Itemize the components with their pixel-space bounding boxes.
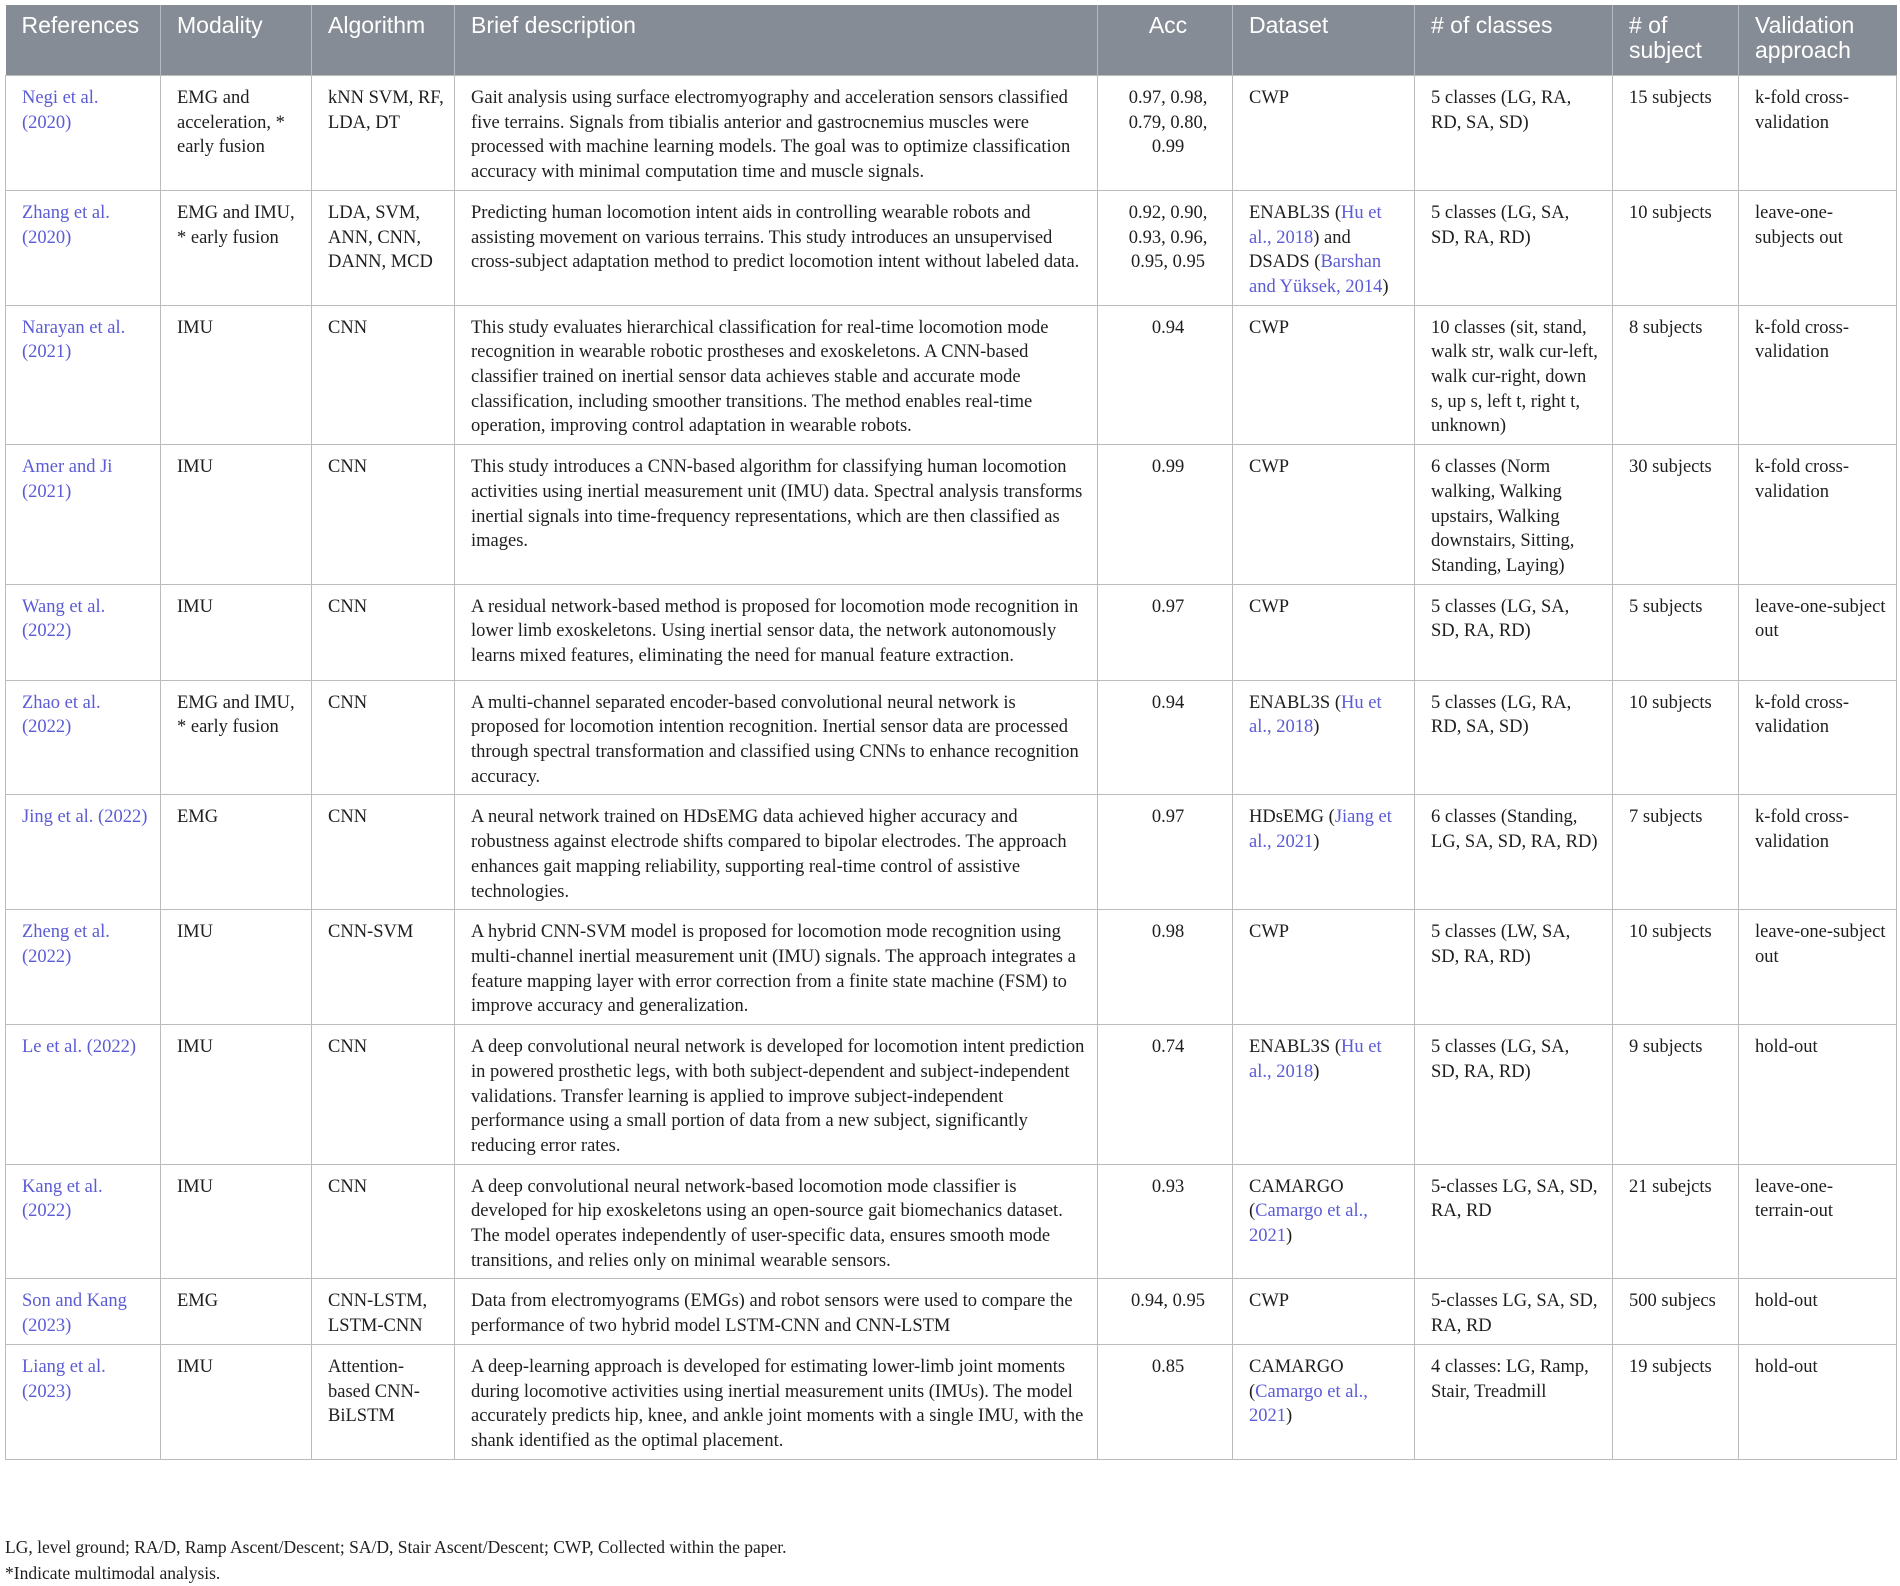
accuracy-cell: 0.99 [1098, 445, 1233, 585]
dataset-text: ) [1313, 1061, 1320, 1082]
description-cell: A hybrid CNN-SVM model is proposed for locomotion mode recognition using multi-channel inertial measurement unit (IMU) signals. The approach integrates a feature mapping layer with error correction from a finite state machine (FSM) to improve accuracy and generalization. [455, 910, 1098, 1025]
reference-link[interactable]: Zhao et al. (2022) [22, 692, 101, 738]
accuracy-cell: 0.94 [1098, 305, 1233, 445]
dataset-citation-link[interactable]: Hu et al., 2018 [1249, 202, 1382, 248]
algorithm-cell: CNN [312, 584, 455, 680]
reference-link[interactable]: Liang et al. (2023) [22, 1356, 106, 1402]
classes-cell: 5 classes (LW, SA, SD, RA, RD) [1415, 910, 1613, 1025]
reference-cell [6, 1025, 161, 1165]
header-modality: Modality [161, 5, 312, 76]
classes-cell: 4 classes: LG, Ramp, Stair, Treadmill [1415, 1344, 1613, 1459]
accuracy-cell: 0.94, 0.95 [1098, 1279, 1233, 1344]
accuracy-cell: 0.98 [1098, 910, 1233, 1025]
subjects-cell: 15 subjects [1613, 76, 1739, 191]
description-cell: Data from electromyograms (EMGs) and robot sensors were used to compare the performance of two hybrid model LSTM-CNN and CNN-LSTM [455, 1279, 1098, 1344]
header-validation: Validation approach [1739, 5, 1897, 76]
table-row [6, 584, 1897, 680]
table-row [6, 795, 1897, 910]
algorithm-cell: CNN [312, 445, 455, 585]
dataset-text: CAMARGO ( [1249, 1356, 1344, 1402]
table-row [6, 1344, 1897, 1459]
classes-cell: 5 classes (LG, SA, SD, RA, RD) [1415, 190, 1613, 305]
modality-cell: IMU [161, 1344, 312, 1459]
table-row [6, 445, 1897, 585]
subjects-cell: 19 subjects [1613, 1344, 1739, 1459]
dataset-text: CWP [1249, 1291, 1290, 1312]
table-row [6, 1025, 1897, 1165]
reference-link[interactable]: Jing et al. (2022) [22, 807, 148, 828]
dataset-text: ) [1382, 276, 1389, 297]
header-dataset: Dataset [1233, 5, 1415, 76]
dataset-cell [1233, 1025, 1415, 1165]
validation-cell: k-fold cross-validation [1739, 680, 1897, 795]
modality-cell: IMU [161, 305, 312, 445]
classes-cell: 5 classes (LG, SA, SD, RA, RD) [1415, 584, 1613, 680]
accuracy-cell: 0.97 [1098, 584, 1233, 680]
dataset-text: CAMARGO ( [1249, 1176, 1344, 1222]
dataset-text: ) [1286, 1226, 1293, 1247]
subjects-cell: 5 subjects [1613, 584, 1739, 680]
reference-link[interactable]: Son and Kang (2023) [22, 1291, 127, 1337]
dataset-text: CWP [1249, 317, 1290, 338]
description-cell: A deep convolutional neural network is developed for locomotion intent prediction in powered prosthetic legs, with both subject-dependent and subject-independent validations. Transfer learning is applied to improve subject-independent performance using a small portion of data from a new subject, significantly reducing error rates. [455, 1025, 1098, 1165]
validation-cell: k-fold cross-validation [1739, 445, 1897, 585]
accuracy-cell: 0.97 [1098, 795, 1233, 910]
subjects-cell: 21 subejcts [1613, 1164, 1739, 1279]
accuracy-cell: 0.93 [1098, 1164, 1233, 1279]
dataset-citation-link[interactable]: Hu et al., 2018 [1249, 1037, 1382, 1082]
classes-cell: 5-classes LG, SA, SD, RA, RD [1415, 1279, 1613, 1344]
algorithm-cell: CNN [312, 1025, 455, 1165]
algorithm-cell: Attention-based CNN-BiLSTM [312, 1344, 455, 1459]
modality-cell: IMU [161, 1164, 312, 1279]
validation-cell: hold-out [1739, 1025, 1897, 1165]
dataset-cell [1233, 1344, 1415, 1459]
modality-cell: IMU [161, 910, 312, 1025]
algorithm-cell: LDA, SVM, ANN, CNN, DANN, MCD [312, 190, 455, 305]
classes-cell: 6 classes (Norm walking, Walking upstairs, Walking downstairs, Sitting, Standing, Laying) [1415, 445, 1613, 585]
description-cell: Predicting human locomotion intent aids in controlling wearable robots and assisting movement on various terrains. This study introduces an unsupervised cross-subject adaptation method to predict locomotion intent without labeled data. [455, 190, 1098, 305]
reference-cell [6, 305, 161, 445]
validation-cell: k-fold cross-validation [1739, 795, 1897, 910]
description-cell: This study evaluates hierarchical classification for real-time locomotion mode recognition in wearable robotic prostheses and exoskeletons. A CNN-based classifier trained on inertial sensor data achieves stable and accurate mode classification, including smoother transitions. The method enables real-time operation, improving control adaptation in wearable robots. [455, 305, 1098, 445]
reference-link[interactable]: Negi et al. (2020) [22, 88, 99, 133]
literature-table [5, 5, 1897, 1460]
reference-link[interactable]: Wang et al. (2022) [22, 596, 106, 642]
modality-cell: IMU [161, 445, 312, 585]
dataset-text: ) [1313, 832, 1320, 853]
dataset-text: ENABL3S ( [1249, 202, 1341, 223]
accuracy-cell: 0.94 [1098, 680, 1233, 795]
dataset-cell [1233, 910, 1415, 1025]
dataset-cell [1233, 305, 1415, 445]
reference-cell [6, 795, 161, 910]
dataset-text: CWP [1249, 922, 1290, 943]
modality-cell: EMG [161, 1279, 312, 1344]
header-description: Brief description [455, 5, 1098, 76]
algorithm-cell: CNN [312, 305, 455, 445]
classes-cell: 5 classes (LG, RA, RD, SA, SD) [1415, 76, 1613, 191]
dataset-cell [1233, 795, 1415, 910]
accuracy-cell: 0.92, 0.90, 0.93, 0.96, 0.95, 0.95 [1098, 190, 1233, 305]
subjects-cell: 500 subjecs [1613, 1279, 1739, 1344]
description-cell: A multi-channel separated encoder-based convolutional neural network is proposed for locomotion intention recognition. Inertial sensor data are processed through spectral transformation and classified using CNNs to enhance recognition accuracy. [455, 680, 1098, 795]
reference-link[interactable]: Amer and Ji (2021) [22, 457, 113, 502]
validation-cell: hold-out [1739, 1279, 1897, 1344]
description-cell: Gait analysis using surface electromyography and acceleration sensors classified five terrains. Signals from tibialis anterior and gastrocnemius muscles were processed with machine learning models. The goal was to optimize classification accuracy with minimal computation time and muscle signals. [455, 76, 1098, 191]
dataset-cell [1233, 584, 1415, 680]
modality-cell: EMG and IMU, * early fusion [161, 680, 312, 795]
algorithm-cell: CNN [312, 680, 455, 795]
dataset-text: ENABL3S ( [1249, 1037, 1341, 1058]
dataset-text: CWP [1249, 596, 1290, 617]
dataset-citation-link[interactable]: Barshan and Yüksek, 2014 [1249, 252, 1383, 297]
dataset-citation-link[interactable]: Camargo et al., 2021 [1249, 1201, 1368, 1247]
header-algorithm: Algorithm [312, 5, 455, 76]
header-subjects: # of subject [1613, 5, 1739, 76]
reference-cell [6, 445, 161, 585]
dataset-text: CWP [1249, 88, 1290, 108]
subjects-cell: 7 subjects [1613, 795, 1739, 910]
subjects-cell: 30 subjects [1613, 445, 1739, 585]
reference-cell [6, 190, 161, 305]
subjects-cell: 8 subjects [1613, 305, 1739, 445]
table-row [6, 1164, 1897, 1279]
reference-link[interactable]: Kang et al. (2022) [22, 1176, 103, 1222]
subjects-cell: 10 subjects [1613, 910, 1739, 1025]
table-footnotes [5, 1534, 787, 1586]
footnote-abbreviations: LG, level ground; RA/D, Ramp Ascent/Descent; SA/D, Stair Ascent/Descent; CWP, Collected within the paper. [5, 1537, 787, 1557]
algorithm-cell: kNN SVM, RF, LDA, DT [312, 76, 455, 191]
accuracy-cell: 0.74 [1098, 1025, 1233, 1165]
modality-cell: EMG and IMU, * early fusion [161, 190, 312, 305]
dataset-text: CWP [1249, 457, 1290, 478]
dataset-text: HDsEMG ( [1249, 807, 1335, 828]
reference-cell [6, 584, 161, 680]
table-row [6, 305, 1897, 445]
footnote-multimodal: *Indicate multimodal analysis. [5, 1563, 221, 1583]
reference-link[interactable]: Zhang et al. (2020) [22, 202, 110, 248]
validation-cell: leave-one-subject out [1739, 910, 1897, 1025]
description-cell: A deep convolutional neural network-based locomotion mode classifier is developed for hip exoskeletons using an open-source gait biomechanics dataset. The model operates independently of user-specific data, ensures smooth mode transitions, and relies only on minimal wearable sensors. [455, 1164, 1098, 1279]
accuracy-cell: 0.85 [1098, 1344, 1233, 1459]
table-row [6, 910, 1897, 1025]
classes-cell: 5 classes (LG, SA, SD, RA, RD) [1415, 1025, 1613, 1165]
algorithm-cell: CNN-SVM [312, 910, 455, 1025]
dataset-text: ) and DSADS ( [1249, 227, 1351, 273]
table-header-row [6, 5, 1897, 76]
validation-cell: leave-one-subjects out [1739, 190, 1897, 305]
description-cell: A neural network trained on HDsEMG data achieved higher accuracy and robustness against electrode shifts compared to bipolar electrodes. The approach enhances gait mapping reliability, supporting real-time control of assistive technologies. [455, 795, 1098, 910]
modality-cell: IMU [161, 584, 312, 680]
dataset-text: ENABL3S ( [1249, 692, 1341, 713]
reference-cell [6, 76, 161, 191]
dataset-cell [1233, 1164, 1415, 1279]
dataset-cell [1233, 1279, 1415, 1344]
reference-cell [6, 910, 161, 1025]
accuracy-cell: 0.97, 0.98, 0.79, 0.80, 0.99 [1098, 76, 1233, 191]
description-cell: A deep-learning approach is developed for estimating lower-limb joint moments during locomotive activities using inertial measurement units (IMUs). The model accurately predicts hip, knee, and ankle joint moments with a single IMU, with the shank identified as the optimal placement. [455, 1344, 1098, 1459]
reference-cell [6, 1344, 161, 1459]
description-cell: A residual network-based method is proposed for locomotion mode recognition in lower limb exoskeletons. Using inertial sensor data, the network autonomously learns mixed features, eliminating the need for manual feature extraction. [455, 584, 1098, 680]
header-acc: Acc [1098, 5, 1233, 76]
dataset-cell [1233, 680, 1415, 795]
classes-cell: 5 classes (LG, RA, RD, SA, SD) [1415, 680, 1613, 795]
algorithm-cell: CNN-LSTM, LSTM-CNN [312, 1279, 455, 1344]
subjects-cell: 10 subjects [1613, 680, 1739, 795]
table-row [6, 680, 1897, 795]
dataset-cell [1233, 445, 1415, 585]
modality-cell: IMU [161, 1025, 312, 1165]
classes-cell: 5-classes LG, SA, SD, RA, RD [1415, 1164, 1613, 1279]
reference-cell [6, 680, 161, 795]
dataset-citation-link[interactable]: Hu et al., 2018 [1249, 692, 1382, 738]
classes-cell: 10 classes (sit, stand, walk str, walk cur-left, walk cur-right, down s, up s, left t, right t, unknown) [1415, 305, 1613, 445]
validation-cell: leave-one-terrain-out [1739, 1164, 1897, 1279]
reference-link[interactable]: Zheng et al. (2022) [22, 922, 110, 967]
reference-link[interactable]: Narayan et al. (2021) [22, 317, 126, 363]
modality-cell: EMG and acceleration, * early fusion [161, 76, 312, 191]
reference-cell [6, 1164, 161, 1279]
table-body [6, 76, 1897, 1460]
dataset-cell [1233, 76, 1415, 191]
dataset-text: ) [1286, 1406, 1293, 1427]
validation-cell: k-fold cross-validation [1739, 305, 1897, 445]
validation-cell: leave-one-subject out [1739, 584, 1897, 680]
validation-cell: k-fold cross-validation [1739, 76, 1897, 191]
algorithm-cell: CNN [312, 795, 455, 910]
dataset-text: ) [1313, 717, 1320, 738]
subjects-cell: 10 subjects [1613, 190, 1739, 305]
classes-cell: 6 classes (Standing, LG, SA, SD, RA, RD) [1415, 795, 1613, 910]
reference-link[interactable]: Le et al. (2022) [22, 1037, 137, 1058]
table-row [6, 190, 1897, 305]
header-classes: # of classes [1415, 5, 1613, 76]
dataset-citation-link[interactable]: Camargo et al., 2021 [1249, 1381, 1368, 1427]
header-references: References [6, 5, 161, 76]
validation-cell: hold-out [1739, 1344, 1897, 1459]
reference-cell [6, 1279, 161, 1344]
table-row [6, 1279, 1897, 1344]
dataset-cell [1233, 190, 1415, 305]
description-cell: This study introduces a CNN-based algorithm for classifying human locomotion activities using inertial measurement unit (IMU) data. Spectral analysis transforms inertial signals into time-frequency representations, which are then classified as images. [455, 445, 1098, 585]
algorithm-cell: CNN [312, 1164, 455, 1279]
dataset-citation-link[interactable]: Jiang et al., 2021 [1249, 807, 1392, 853]
subjects-cell: 9 subjects [1613, 1025, 1739, 1165]
table-row [6, 76, 1897, 191]
modality-cell: EMG [161, 795, 312, 910]
